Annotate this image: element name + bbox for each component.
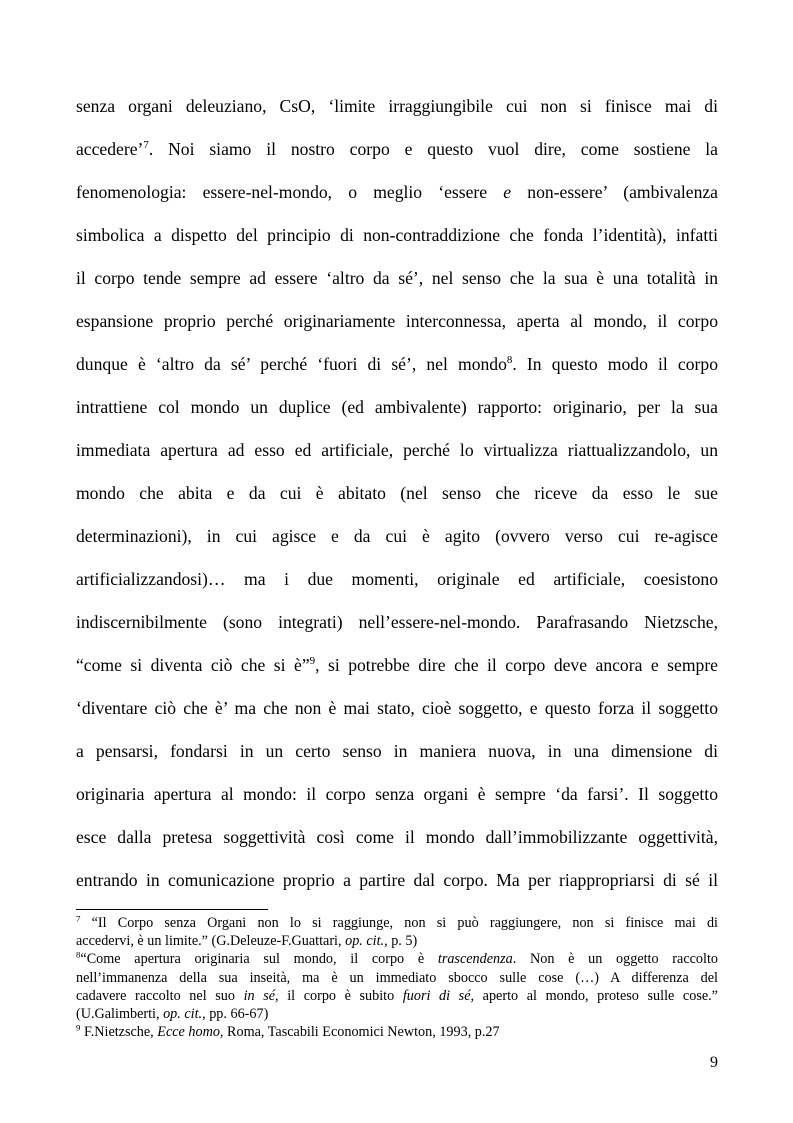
footnote-text-run: cadavere raccolto nel suo (76, 987, 244, 1004)
body-text-run: a pensarsi, fondarsi in un certo senso in maniera nuova, in una dimensione di (76, 741, 718, 761)
body-line (76, 300, 718, 343)
italic-text: op. cit. (163, 1006, 203, 1023)
body-text-run: ‘diventare ciò che è’ ma che non è mai stato, cioè soggetto, e questo forza il soggetto (76, 698, 718, 718)
body-text-run: , si potrebbe dire che il corpo deve ancora e sempre (315, 655, 718, 675)
footnotes (76, 914, 718, 1041)
body-text-run: determinazioni), in cui agisce e da cui è agito (ovvero verso cui re-agisce (76, 526, 718, 546)
body-line (76, 429, 718, 472)
italic-text: in sé (243, 987, 276, 1004)
footnote-text-run: , aperto al mondo, proteso sulle cose.” (470, 987, 718, 1004)
footnote-text-run: . Non è un oggetto raccolto (512, 951, 718, 968)
footnote-separator (76, 909, 268, 910)
footnote-text-run: F.Nietzsche, (80, 1024, 158, 1041)
italic-text: fuori di sé (402, 987, 471, 1004)
footnote-ref: 7 (143, 139, 149, 152)
body-line (76, 859, 718, 902)
body-line (76, 257, 718, 300)
body-text-run: . Noi siamo il nostro corpo e questo vuol dire, come sostiene la (148, 139, 718, 159)
body-line (76, 386, 718, 429)
body-text-run: intrattiene col mondo un duplice (ed ambivalente) rapporto: originario, per la sua (76, 397, 718, 417)
italic-text: op. cit. (345, 933, 385, 950)
body-text-run: . In questo modo il corpo (512, 354, 718, 374)
body-text-run: senza organi deleuziano, CsO, ‘limite irraggiungibile cui non si finisce mai di (76, 96, 718, 116)
body-line (76, 85, 718, 128)
body-line (76, 730, 718, 773)
body-text-run: espansione proprio perché originariamente interconnessa, aperta al mondo, il corpo (76, 311, 718, 331)
body-text-run: immediata apertura ad esso ed artificiale, perché lo virtualizza riattualizzandolo, un (76, 440, 718, 460)
italic-text: Ecce homo (157, 1024, 220, 1041)
body-line (76, 816, 718, 859)
body-text-run: accedere’ (76, 139, 144, 159)
body-line (76, 171, 718, 214)
body-text-run: dunque è ‘altro da sé’ perché ‘fuori di sé’, nel mondo (76, 354, 507, 374)
footnote-line (76, 1023, 718, 1041)
body-line (76, 687, 718, 730)
body-line (76, 773, 718, 816)
footnote-ref: 7 (76, 913, 81, 924)
footnote-text-run: (U.Galimberti, (76, 1006, 164, 1023)
body-text-run: esce dalla pretesa soggettività così come il mondo dall’immobilizzante oggettività, (76, 827, 718, 847)
footnote-ref: 8 (506, 354, 513, 367)
body-line (76, 343, 718, 386)
body-line (76, 214, 718, 257)
footnote-text-run: “Come apertura originaria sul mondo, il corpo è (80, 951, 438, 968)
footnote-line (76, 914, 718, 932)
page-number: 9 (710, 1054, 718, 1071)
footnote-ref: 9 (76, 1022, 81, 1033)
body-text-run: originaria apertura al mondo: il corpo senza organi è sempre ‘da farsi’. Il soggetto (76, 784, 718, 804)
body-text-run: il corpo tende sempre ad essere ‘altro da sé’, nel senso che la sua è una totalità in (76, 268, 718, 288)
footnote-line (76, 987, 718, 1005)
footnote-ref: 8 (76, 949, 81, 960)
body-line (76, 601, 718, 644)
body-text-run: “come si diventa ciò che si è” (76, 655, 310, 675)
footnote-text-run: , Roma, Tascabili Economici Newton, 1993, p.27 (219, 1024, 500, 1041)
body-line (76, 558, 718, 601)
footnote-ref: 9 (309, 655, 316, 668)
body-line (76, 128, 718, 171)
footnote-text-run: , il corpo è subito (275, 987, 403, 1004)
footnote-text-run: , pp. 66-67) (202, 1006, 269, 1023)
body-text-run: indiscernibilmente (sono integrati) nell’essere-nel-mondo. Parafrasando Nietzsche, (76, 612, 718, 632)
body-line (76, 515, 718, 558)
italic-text: trascendenza (437, 951, 513, 968)
body-line (76, 644, 718, 687)
footnote-line (76, 950, 718, 968)
body-text-run: simbolica a dispetto del principio di non-contraddizione che fonda l’identità), infatti (76, 225, 718, 245)
footnote-text-run: nell’immanenza della sua inseità, ma è un immediato sbocco sulle cose (…) A differenza del (76, 969, 718, 986)
body-text-run: mondo che abita e da cui è abitato (nel senso che riceve da esso le sue (76, 483, 718, 503)
footnote-line (76, 932, 718, 950)
body-text-run: non-essere’ (ambivalenza (511, 182, 718, 202)
footnote-text-run: accedervi, è un limite.” (G.Deleuze-F.Guattari, (76, 933, 346, 950)
body-text-run: fenomenologia: essere-nel-mondo, o meglio ‘essere (76, 182, 504, 202)
body-line (76, 472, 718, 515)
italic-text: e (503, 182, 512, 202)
body-text (76, 85, 718, 902)
footnote-text-run: “Il Corpo senza Organi non lo si raggiunge, non si può raggiungere, non si finisce mai di (80, 915, 718, 931)
body-text-run: artificializzandosi)… ma i due momenti, originale ed artificiale, coesistono (76, 569, 718, 589)
footnote-line (76, 1005, 718, 1023)
footnote-line (76, 969, 718, 987)
body-text-run: entrando in comunicazione proprio a partire dal corpo. Ma per riappropriarsi di sé il (76, 870, 718, 890)
footnote-text-run: , p. 5) (384, 933, 418, 950)
